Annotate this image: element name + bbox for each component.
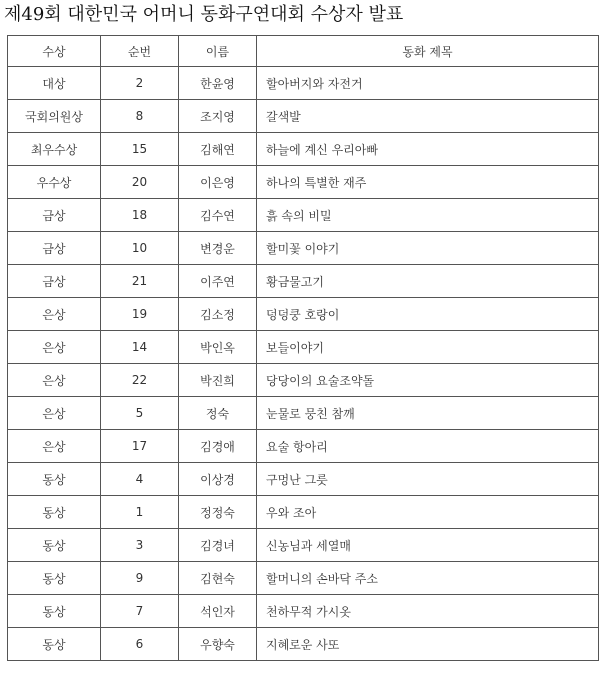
name-cell: 박진희: [179, 364, 257, 397]
number-cell: 15: [101, 133, 179, 166]
table-row: [8, 232, 599, 265]
table-row: [8, 496, 599, 529]
name-cell: 정숙: [179, 397, 257, 430]
award-cell: 동상: [8, 463, 101, 496]
story-title-cell: 지혜로운 사또: [257, 628, 599, 661]
number-cell: 20: [101, 166, 179, 199]
number-cell: 17: [101, 430, 179, 463]
name-cell: 우향숙: [179, 628, 257, 661]
story-title-cell: 흙 속의 비밀: [257, 199, 599, 232]
name-cell: 조지영: [179, 100, 257, 133]
award-cell: 금상: [8, 232, 101, 265]
table-row: [8, 397, 599, 430]
number-cell: 14: [101, 331, 179, 364]
column-header-award: 수상: [8, 36, 101, 67]
award-cell: 동상: [8, 562, 101, 595]
award-cell: 은상: [8, 364, 101, 397]
story-title-cell: 천하무적 가시옷: [257, 595, 599, 628]
award-cell: 동상: [8, 496, 101, 529]
story-title-cell: 할아버지와 자전거: [257, 67, 599, 100]
story-title-cell: 갈색발: [257, 100, 599, 133]
table-row: [8, 133, 599, 166]
table-header-row: [8, 36, 599, 67]
number-cell: 2: [101, 67, 179, 100]
table-row: [8, 628, 599, 661]
award-cell: 은상: [8, 298, 101, 331]
table-row: [8, 100, 599, 133]
table-row: [8, 463, 599, 496]
story-title-cell: 할머니의 손바닥 주소: [257, 562, 599, 595]
number-cell: 19: [101, 298, 179, 331]
number-cell: 4: [101, 463, 179, 496]
table-row: [8, 529, 599, 562]
story-title-cell: 우와 조아: [257, 496, 599, 529]
number-cell: 8: [101, 100, 179, 133]
number-cell: 9: [101, 562, 179, 595]
award-cell: 은상: [8, 397, 101, 430]
award-cell: 국회의원상: [8, 100, 101, 133]
story-title-cell: 하나의 특별한 재주: [257, 166, 599, 199]
number-cell: 1: [101, 496, 179, 529]
award-cell: 대상: [8, 67, 101, 100]
award-cell: 은상: [8, 430, 101, 463]
name-cell: 석인자: [179, 595, 257, 628]
number-cell: 7: [101, 595, 179, 628]
name-cell: 변경운: [179, 232, 257, 265]
table-row: [8, 166, 599, 199]
table-row: [8, 298, 599, 331]
name-cell: 박인옥: [179, 331, 257, 364]
story-title-cell: 보들이야기: [257, 331, 599, 364]
award-cell: 우수상: [8, 166, 101, 199]
table-row: [8, 562, 599, 595]
name-cell: 김경녀: [179, 529, 257, 562]
story-title-cell: 신농님과 세열매: [257, 529, 599, 562]
name-cell: 정정숙: [179, 496, 257, 529]
award-cell: 동상: [8, 529, 101, 562]
story-title-cell: 구멍난 그릇: [257, 463, 599, 496]
number-cell: 3: [101, 529, 179, 562]
number-cell: 22: [101, 364, 179, 397]
table-row: [8, 67, 599, 100]
number-cell: 6: [101, 628, 179, 661]
story-title-cell: 할미꽃 이야기: [257, 232, 599, 265]
table-row: [8, 430, 599, 463]
table-row: [8, 199, 599, 232]
award-cell: 최우수상: [8, 133, 101, 166]
table-row: [8, 265, 599, 298]
number-cell: 5: [101, 397, 179, 430]
award-cell: 동상: [8, 595, 101, 628]
story-title-cell: 황금물고기: [257, 265, 599, 298]
table-row: [8, 331, 599, 364]
award-cell: 은상: [8, 331, 101, 364]
name-cell: 김소정: [179, 298, 257, 331]
story-title-cell: 하늘에 계신 우리아빠: [257, 133, 599, 166]
name-cell: 이은영: [179, 166, 257, 199]
number-cell: 21: [101, 265, 179, 298]
name-cell: 한윤영: [179, 67, 257, 100]
number-cell: 18: [101, 199, 179, 232]
name-cell: 이주연: [179, 265, 257, 298]
number-cell: 10: [101, 232, 179, 265]
name-cell: 김경애: [179, 430, 257, 463]
name-cell: 김현숙: [179, 562, 257, 595]
name-cell: 김수연: [179, 199, 257, 232]
column-header-story-title: 동화 제목: [257, 36, 599, 67]
award-cell: 금상: [8, 199, 101, 232]
table-row: [8, 364, 599, 397]
award-results-table: [7, 35, 599, 661]
table-row: [8, 595, 599, 628]
name-cell: 김해연: [179, 133, 257, 166]
story-title-cell: 당당이의 요술조약돌: [257, 364, 599, 397]
column-header-number: 순번: [101, 36, 179, 67]
award-cell: 금상: [8, 265, 101, 298]
story-title-cell: 요술 항아리: [257, 430, 599, 463]
award-cell: 동상: [8, 628, 101, 661]
page-title: 제49회 대한민국 어머니 동화구연대회 수상자 발표: [4, 4, 404, 25]
story-title-cell: 눈물로 뭉친 참깨: [257, 397, 599, 430]
name-cell: 이상경: [179, 463, 257, 496]
story-title-cell: 덩덩쿵 호랑이: [257, 298, 599, 331]
column-header-name: 이름: [179, 36, 257, 67]
